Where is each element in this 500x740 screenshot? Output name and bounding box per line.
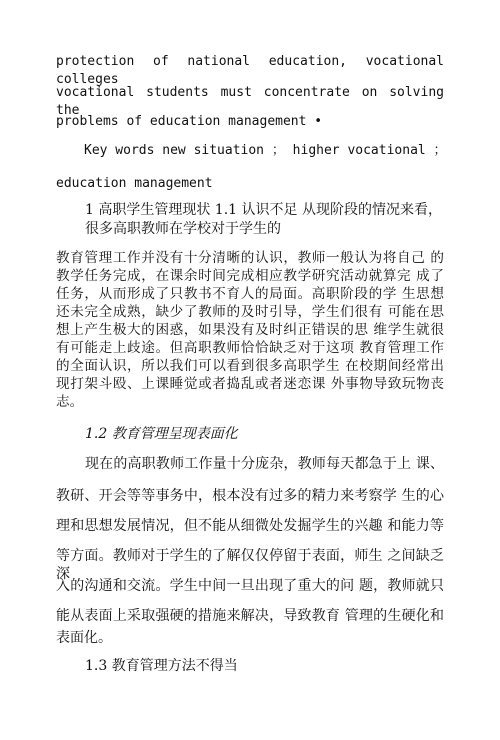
para2-line-5: 入的沟通和交流。学生中间一旦出现了重大的问 题，教师就只 xyxy=(56,578,444,594)
para2-line-4: 等方面。教师对于学生的了解仅仅停留于表面，师生 之间缺乏深 xyxy=(56,548,444,582)
heading-1-3: 1.3 教育管理方法不得当 xyxy=(85,658,238,674)
abstract-line-1: protection of national education, vocational colleges xyxy=(56,54,444,87)
heading-1-2: 1.2 教育管理呈现表面化 xyxy=(85,426,238,442)
abstract-line-3: problems of education management • xyxy=(56,114,323,129)
para1-line-5: 想上产生极大的困惑，如果没有及时纠正错误的思 维学生就很 xyxy=(56,322,444,338)
para2-line-7: 表面化。 xyxy=(56,630,112,646)
para1-line-2: 教学任务完成，在课余时间完成相应教学研究活动就算完 成了 xyxy=(56,268,444,284)
para2-line-3: 理和思想发展情况，但不能从细微处发掘学生的兴趣 和能力等 xyxy=(56,518,444,534)
para1-line-6: 有可能走上歧途。但高职教师恰恰缺乏对于这项 教育管理工作 xyxy=(56,340,444,356)
keywords-line: Key words new situation ； higher vocational ； xyxy=(84,143,447,158)
keywords-continuation: education management xyxy=(56,176,213,191)
para1-line-3: 任务，从而形成了只教书不育人的局面。高职阶段的学 生思想 xyxy=(56,286,444,302)
para1-line-7: 的全面认识，所以我们可以看到很多高职学生 在校期间经常出 xyxy=(56,358,444,374)
section1-heading-line-1: 1 高职学生管理现状 1.1 认识不足 从现阶段的情况来看， xyxy=(85,202,442,218)
abstract-line-2: vocational students must concentrate on solving the xyxy=(56,85,444,118)
para2-line-2: 教研、开会等等事务中，根本没有过多的精力来考察学 生的心 xyxy=(56,488,444,504)
para1-line-9: 志。 xyxy=(56,394,84,410)
para1-line-8: 现打架斗殴、上课睡觉或者捣乱或者迷恋课 外事物导致玩物丧 xyxy=(56,376,444,392)
para1-line-1: 教育管理工作并没有十分清晰的认识，教师一般认为将自己 的 xyxy=(56,250,444,266)
para2-line-6: 能从表面上采取强硬的措施来解决，导致教育 管理的生硬化和 xyxy=(56,608,444,624)
para2-line-1: 现在的高职教师工作量十分庞杂，教师每天都急于上 课、 xyxy=(85,456,444,472)
section1-heading-line-2: 很多高职教师在学校对于学生的 xyxy=(85,221,281,237)
para1-line-4: 还未完全成熟，缺少了教师的及时引导，学生们很有 可能在思 xyxy=(56,304,444,320)
